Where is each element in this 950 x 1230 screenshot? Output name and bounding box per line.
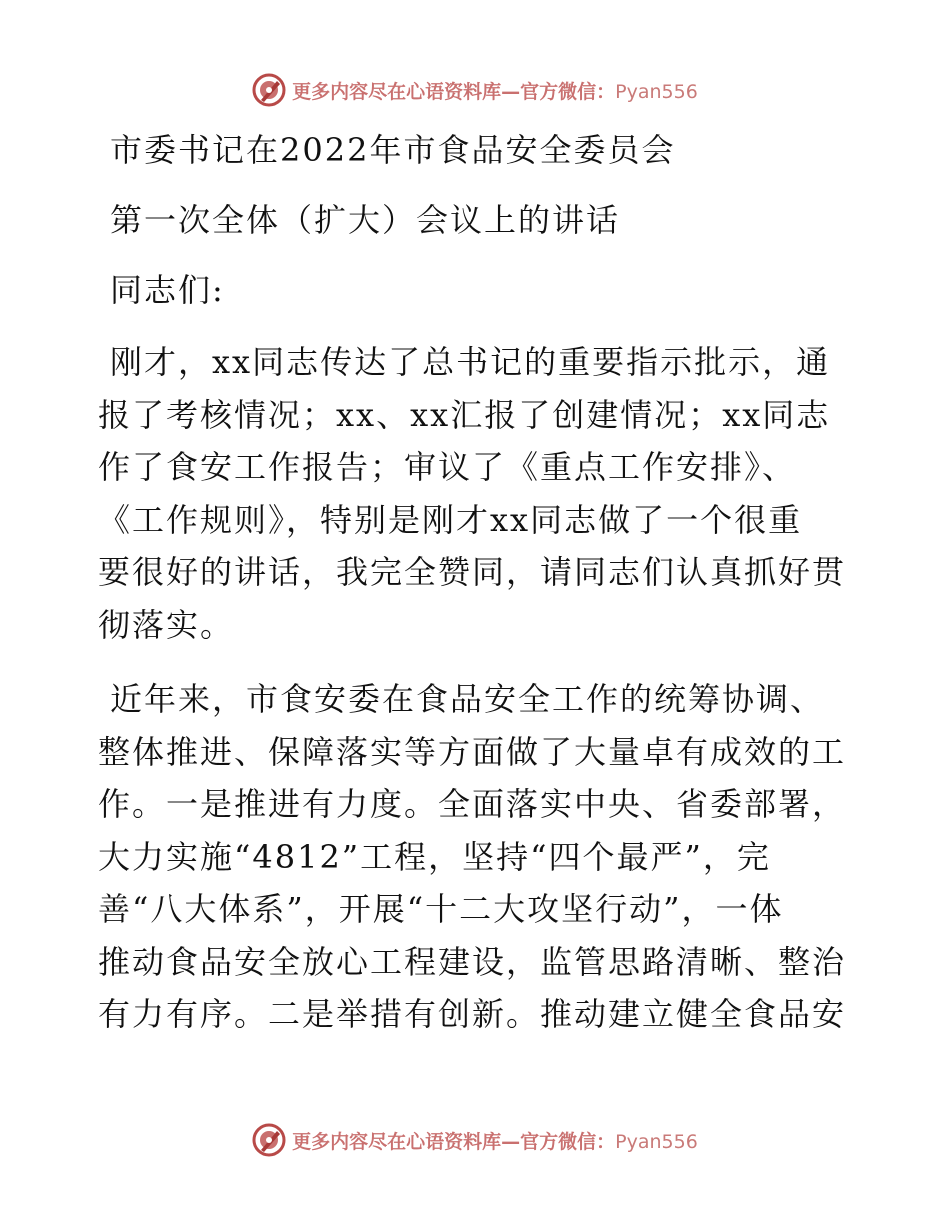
paragraph-line: 作了食安工作报告；审议了《重点工作安排》、 (98, 448, 797, 486)
paragraph-line: 要很好的讲话，我完全赞同，请同志们认真抓好贯 (98, 553, 847, 591)
paragraph-line: 整体推进、保障落实等方面做了大量卓有成效的工 (98, 732, 847, 771)
pen-logo-icon (252, 73, 286, 107)
paragraph-line: 近年来，市食安委在食品安全工作的统筹协调、 (110, 680, 825, 718)
document-title-line-2: 第一次全体（扩大）会议上的讲话 (110, 201, 621, 239)
paragraph-line: 彻落实。 (98, 605, 235, 644)
watermark-text: 更多内容尽在心语资料库—官方微信：Pyan556 (292, 1130, 698, 1153)
watermark-text: 更多内容尽在心语资料库—官方微信：Pyan556 (292, 80, 698, 103)
paragraph-line: 推动食品安全放心工程建设，监管思路清晰、整治 (98, 942, 847, 981)
paragraph-line: 有力有序。二是举措有创新。推动建立健全食品安 (98, 995, 847, 1033)
paragraph-line: 作。一是推进有力度。全面落实中央、省委部署， (98, 785, 847, 823)
paragraph-2 (98, 673, 858, 1041)
greeting: 同志们: (110, 271, 225, 309)
watermark-wechat-id: Pyan556 (615, 1130, 698, 1153)
header-watermark (0, 70, 950, 110)
paragraph-line: 刚才，xx同志传达了总书记的重要指示批示，通 (110, 343, 831, 381)
paragraph-line: 《工作规则》，特别是刚才xx同志做了一个很重 (98, 500, 803, 539)
document-title-line-1: 市委书记在2022年市食品安全委员会 (110, 131, 676, 169)
paragraph-line: 大力实施“4812”工程，坚持“四个最严”，完 (98, 837, 771, 876)
pen-logo-icon (252, 1123, 286, 1157)
paragraph-line: 报了考核情况；xx、xx汇报了创建情况；xx同志 (98, 395, 831, 434)
document-body (98, 120, 858, 1041)
paragraph-line: 善“八大体系”，开展“十二大攻坚行动”，一体 (98, 890, 784, 928)
paragraph-1 (98, 336, 858, 651)
footer-watermark (0, 1120, 950, 1160)
watermark-wechat-id: Pyan556 (615, 80, 698, 103)
